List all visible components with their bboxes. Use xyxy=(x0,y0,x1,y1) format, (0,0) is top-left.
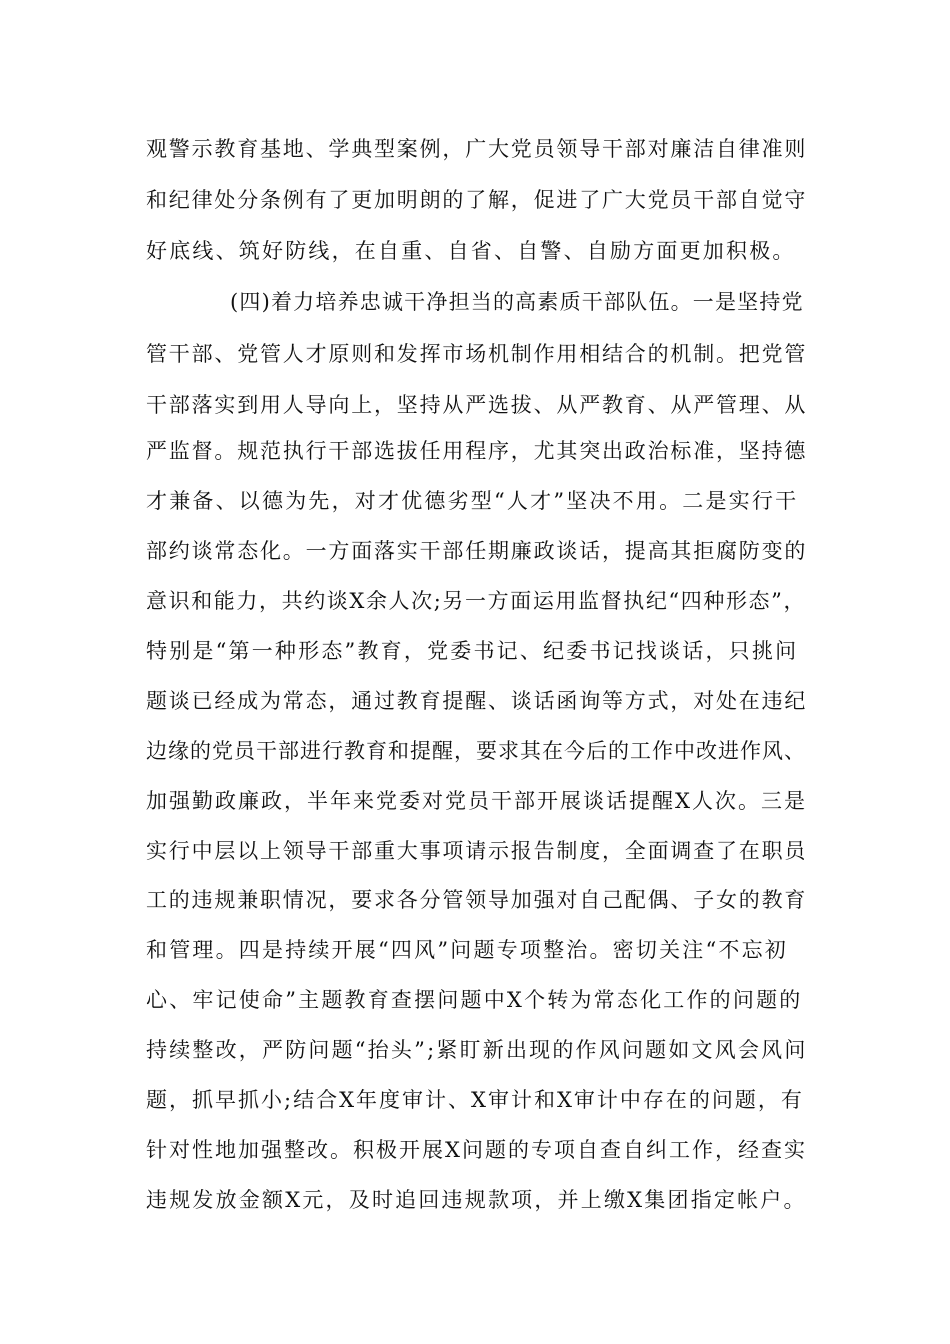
text-line-14: 加强勤政廉政，半年来党委对党员干部开展谈话提醒X人次。三是 xyxy=(146,789,807,813)
text-line-6: 干部落实到用人导向上，坚持从严选拔、从严教育、从严管理、从 xyxy=(146,393,808,417)
text-line-15: 实行中层以上领导干部重大事项请示报告制度，全面调查了在职员 xyxy=(146,839,808,863)
text-line-17: 和管理。四是持续开展“四风”问题专项整治。密切关注“不忘初 xyxy=(146,938,789,962)
text-line-19: 持续整改，严防问题“抬头”;紧盯新出现的作风问题如文风会风问 xyxy=(146,1038,808,1062)
text-line-7: 严监督。规范执行干部选拔任用程序，尤其突出政治标准，坚持德 xyxy=(146,439,808,463)
text-line-22: 违规发放金额X元，及时追回违规款项，并上缴X集团指定帐户。 xyxy=(146,1188,807,1212)
text-line-8: 才兼备、以德为先，对才优德劣型“人才”坚决不用。二是实行干 xyxy=(146,489,799,513)
text-line-1: 观警示教育基地、学典型案例，广大党员领导干部对廉洁自律准则 xyxy=(146,137,808,161)
text-line-10: 意识和能力，共约谈X余人次;另一方面运用监督执纪“四种形态”， xyxy=(146,589,807,613)
text-line-9: 部约谈常态化。一方面落实干部任期廉政谈话，提高其拒腐防变的 xyxy=(146,539,808,563)
text-line-16: 工的违规兼职情况，要求各分管领导加强对自己配偶、子女的教育 xyxy=(146,888,808,912)
text-line-13: 边缘的党员干部进行教育和提醒，要求其在今后的工作中改进作风、 xyxy=(146,739,806,763)
paragraph-heading-line: (四)着力培养忠诚干净担当的高素质干部队伍。一是坚持党 xyxy=(230,290,804,314)
text-line-5: 管干部、党管人才原则和发挥市场机制作用相结合的机制。把党管 xyxy=(146,342,808,366)
text-line-21: 针对性地加强整改。积极开展X问题的专项自查自纠工作，经查实 xyxy=(146,1138,807,1162)
text-line-18: 心、牢记使命”主题教育查摆问题中X个转为常态化工作的问题的 xyxy=(146,988,803,1012)
text-line-2: 和纪律处分条例有了更加明朗的了解，促进了广大党员干部自觉守 xyxy=(146,188,808,212)
text-line-20: 题，抓早抓小;结合X年度审计、X审计和X审计中存在的问题，有 xyxy=(146,1088,804,1112)
text-line-12: 题谈已经成为常态，通过教育提醒、谈话函询等方式，对处在违纪 xyxy=(146,689,808,713)
text-line-3: 好底线、筑好防线，在自重、自省、自警、自励方面更加积极。 xyxy=(146,239,796,263)
text-line-11: 特别是“第一种形态”教育，党委书记、纪委书记找谈话，只挑问 xyxy=(146,639,799,663)
